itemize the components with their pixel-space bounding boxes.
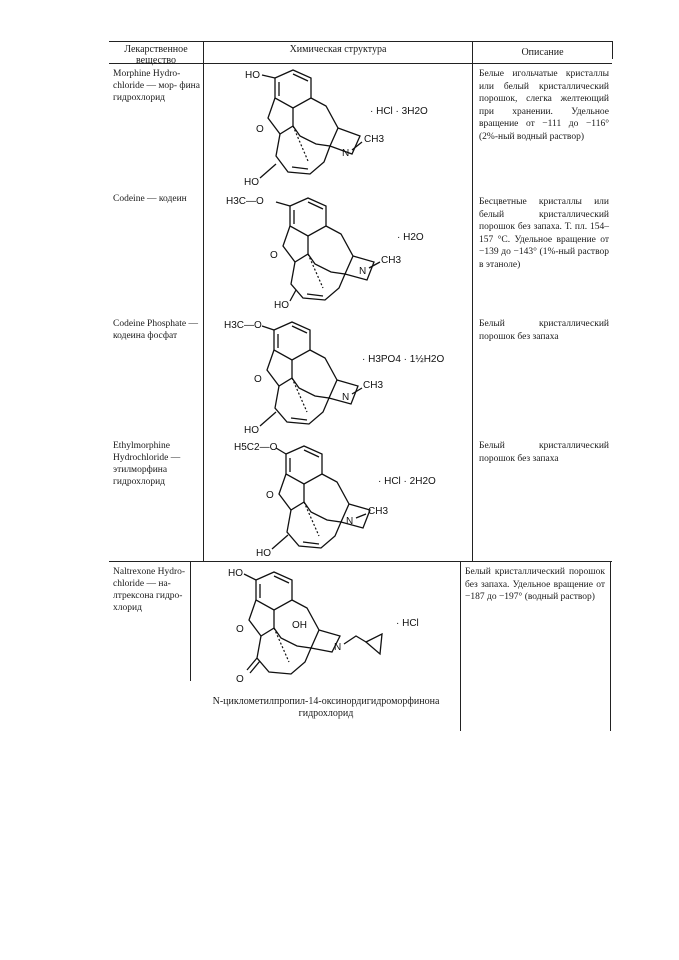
row-desc-naltrexone: Белый кристаллический порошок без запаха. Удельное вращение от −187 до −197° (водный раствор) xyxy=(465,567,605,602)
hydroxyl-label: OH xyxy=(292,620,307,631)
col-divider-1 xyxy=(203,41,204,561)
row-name-codeine: Codeine — кодеин xyxy=(113,194,187,204)
amine-label: N xyxy=(346,516,354,527)
amine-sub-label: CH3 xyxy=(364,134,385,145)
svg-text:O: O xyxy=(254,374,262,385)
substituent-label: H3C—O xyxy=(226,196,264,207)
amine-label: N xyxy=(334,642,342,653)
col-edge-right-b xyxy=(610,561,611,731)
substituent-label: HO xyxy=(245,70,260,81)
header-substance: Лекарственное вещество xyxy=(124,44,188,66)
substituent-label: H5C2—O xyxy=(234,442,278,453)
amine-sub-label: CH3 xyxy=(363,380,384,391)
naltrexone-caption: N-циклометилпропил-14-оксинордигидроморфинона гидрохлорид xyxy=(212,696,440,719)
row-desc-codeine-phosphate: Белый кристаллический порошок без запаха xyxy=(479,319,609,342)
structure-morphine xyxy=(230,66,470,191)
header-description: Описание xyxy=(521,47,564,58)
hydroxyl-label: HO xyxy=(244,177,259,188)
row-desc-codeine: Бесцветные кристаллы или белый кристаллический порошок без запаха. Т. пл. 154–157 °С. Удельное вращение от −139 до −143° (1%-ный раствор в этаноле) xyxy=(479,197,609,270)
col-divider-1b xyxy=(190,561,191,681)
substituent-label: HO xyxy=(228,568,243,579)
svg-text:O: O xyxy=(266,490,274,501)
amine-sub-label: CH3 xyxy=(368,506,389,517)
amine-label: N xyxy=(342,392,350,403)
structure-codeine xyxy=(222,190,467,315)
svg-text:O: O xyxy=(236,624,244,635)
table-top-rule xyxy=(109,41,612,42)
amine-label: N xyxy=(342,148,350,159)
structure-ethylmorphine xyxy=(234,436,469,560)
salt-label: · HCl · 3H2O xyxy=(370,106,428,117)
ketone-label: O xyxy=(236,674,244,685)
hydroxyl-label: HO xyxy=(244,425,259,436)
amine-label: N xyxy=(359,266,367,277)
structure-naltrexone xyxy=(214,562,454,692)
row-name-morphine: Morphine Hydro- chloride — мор- фина гидрохлорид xyxy=(113,69,200,103)
row-name-codeine-phosphate: Codeine Phosphate — кодеина фосфат xyxy=(113,319,198,341)
row-name-naltrexone: Naltrexone Hydro- chloride — на- лтрексона гидро- хлорид xyxy=(113,567,186,613)
salt-label: · HCl · 2H2O xyxy=(378,476,436,487)
col-divider-2 xyxy=(472,41,473,561)
row-desc-morphine: Белые игольчатые кристаллы или белый кристаллический порошок, слегка желтеющий при хранении. Удельное вращение от −111 до −116° (2%-ный водный раствор) xyxy=(479,69,609,142)
header-structure: Химическая структура xyxy=(289,44,387,55)
row-name-ethylmorphine: Ethylmorphine Hydrochloride — этилморфина гидрохлорид xyxy=(113,441,181,487)
structure-codeine-phosphate xyxy=(222,312,467,437)
amine-sub-label: CH3 xyxy=(381,255,402,266)
col-edge-right xyxy=(612,41,613,59)
col-divider-2b xyxy=(460,561,461,731)
salt-label: · HCl xyxy=(396,618,419,629)
substituent-label: H3C—O xyxy=(224,320,262,331)
row-desc-ethylmorphine: Белый кристаллический порошок без запаха xyxy=(479,441,609,464)
hydroxyl-label: HO xyxy=(274,300,289,311)
salt-label: · H3PO4 · 1½H2O xyxy=(362,354,445,365)
hydroxyl-label: HO xyxy=(256,548,271,559)
svg-text:O: O xyxy=(270,250,278,261)
salt-label: · H2O xyxy=(397,232,424,243)
svg-text:O: O xyxy=(256,124,264,135)
